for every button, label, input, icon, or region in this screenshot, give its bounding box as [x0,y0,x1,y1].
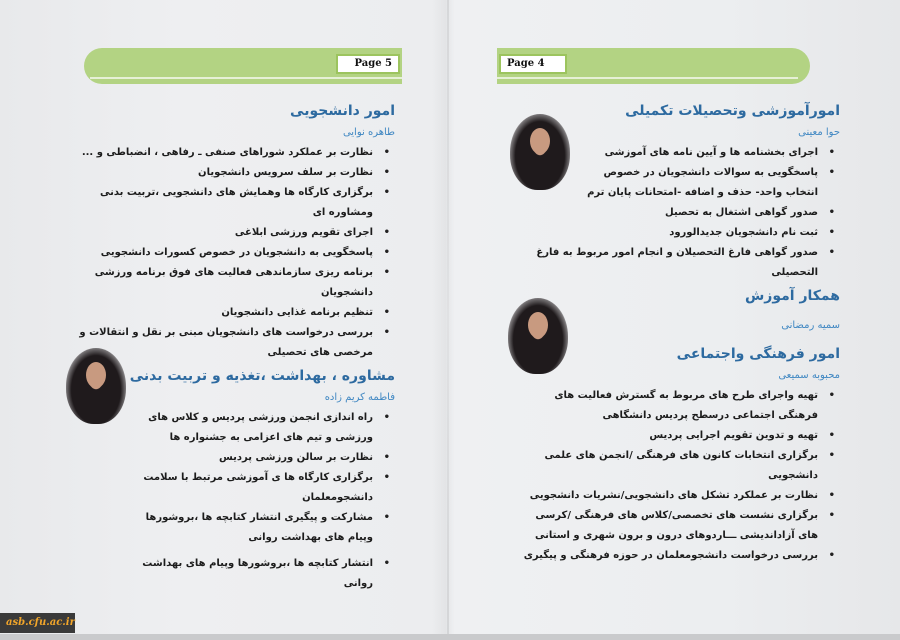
duty-list [505,386,840,566]
page-5-content [55,100,395,594]
page-banner [497,48,810,84]
duty-item: • اجرای تقویم ورزشی ابلاغی [55,223,395,243]
portrait-photo-karimzadeh [66,348,126,424]
section-title: مشاوره ، بهداشت ،تغذیه و تربیت بدنی [129,368,395,384]
section-title: همکار آموزش [744,288,840,304]
section-title: امور فرهنگی واجتماعی [676,346,840,362]
duty-item: • ثبت نام دانشجویان جدیدالورود [505,223,840,243]
portrait-face [530,128,550,154]
portrait-photo-ramezani [508,298,568,374]
duty-item: • نظارت بر سلف سرویس دانشجویان [55,163,395,183]
person-name: حوا معینی [798,127,840,138]
page-banner [84,48,402,84]
duty-item: • تنظیم برنامه غذایی دانشجویان [55,303,395,323]
duty-item: • پاسخگویی به دانشجویان در خصوص کسورات دانشجویی [55,243,395,263]
duty-item: • مشارکت و پیگیری انتشار کتابچه ها ،بروشورها وپیام های بهداشت روانی [125,508,395,548]
portrait-photo-moeini [510,114,570,190]
duty-item: • برنامه ریزی سازماندهی فعالیت های فوق برنامه ورزشی دانشجویان [55,263,395,303]
duty-item: • برگزاری کارگاه ها ی آموزشی مرتبط با سلامت دانشجومعلمان [125,468,395,508]
duty-item: • اجرای بخشنامه ها و آیین نامه های آموزشی [585,143,840,163]
section-cultural-social [505,343,840,566]
duty-item: • صدور گواهی اشتغال به تحصیل [505,203,840,223]
person-name: طاهره نوایی [342,127,395,138]
duty-item: • برگزاری انتخابات کانون های فرهنگی /انجمن های علمی دانشجویی [505,446,840,486]
duty-list [55,143,395,363]
duty-item: • بررسی درخواست دانشجومعلمان در حوزه فرهنگی و پیگیری [505,546,840,566]
duty-list [55,408,395,594]
section-title: امورآموزشی وتحصیلات تکمیلی [625,103,840,119]
portrait-face [86,362,106,388]
banner-stripe [497,77,798,79]
duty-item: • پاسخگویی به سوالات دانشجویان در خصوص انتخاب واحد- حذف و اضافه -امتحانات پایان ترم [585,163,840,203]
duty-item: • نظارت بر سالن ورزشی پردیس [125,448,395,468]
section-title: امور دانشجویی [290,103,395,119]
person-name: محبوبه سمیعی [778,370,840,381]
duty-item: • انتشار کتابچه ها ،بروشورها وپیام های بهداشت روانی [125,554,395,594]
person-name: سمیه رمضانی [781,320,840,331]
duty-item: • نظارت بر عملکرد تشکل های دانشجویی/نشریات دانشجویی [505,486,840,506]
duty-item: • بررسی درخواست های دانشجویان مبنی بر نقل و انتقالات و مرخصی های تحصیلی [55,323,395,363]
site-watermark: asb.cfu.ac.ir [0,613,75,633]
duty-item: • برگزاری کارگاه ها وهمایش های دانشجویی ،تربیت بدنی ومشاوره ای [55,183,395,223]
duty-item: • صدور گواهی فارغ التحصیلان و انجام امور مربوط به فارغ التحصیلی [505,243,840,283]
duty-item: • تهیه واجرای طرح های مربوط به گسترش فعالیت های فرهنگی اجتماعی درسطح پردیس دانشگاهی [525,386,840,426]
duty-item: • برگزاری نشست های تخصصی/کلاس های فرهنگی /کرسی های آزاداندیشی ـــاردوهای درون و برون شهری و استانی [525,506,840,546]
page-5 [0,0,448,640]
page-4 [450,0,900,640]
section-student-affairs [55,100,395,363]
page-number-label: Page 4 [499,54,567,74]
portrait-face [528,312,548,338]
duty-item: • تهیه و تدوین تقویم اجرایی پردیس [505,426,840,446]
duty-item: • راه اندازی انجمن ورزشی پردیس و کلاس های ورزشی و تیم های اعزامی به جشنواره ها [125,408,395,448]
banner-stripe [90,77,402,79]
page-number-label: Page 5 [336,54,400,74]
duty-item: • نظارت بر عملکرد شوراهای صنفی ـ رفاهی ، انضباطی و ... [55,143,395,163]
person-name: فاطمه کریم زاده [324,392,395,403]
paper-bottom-edge [0,634,900,640]
